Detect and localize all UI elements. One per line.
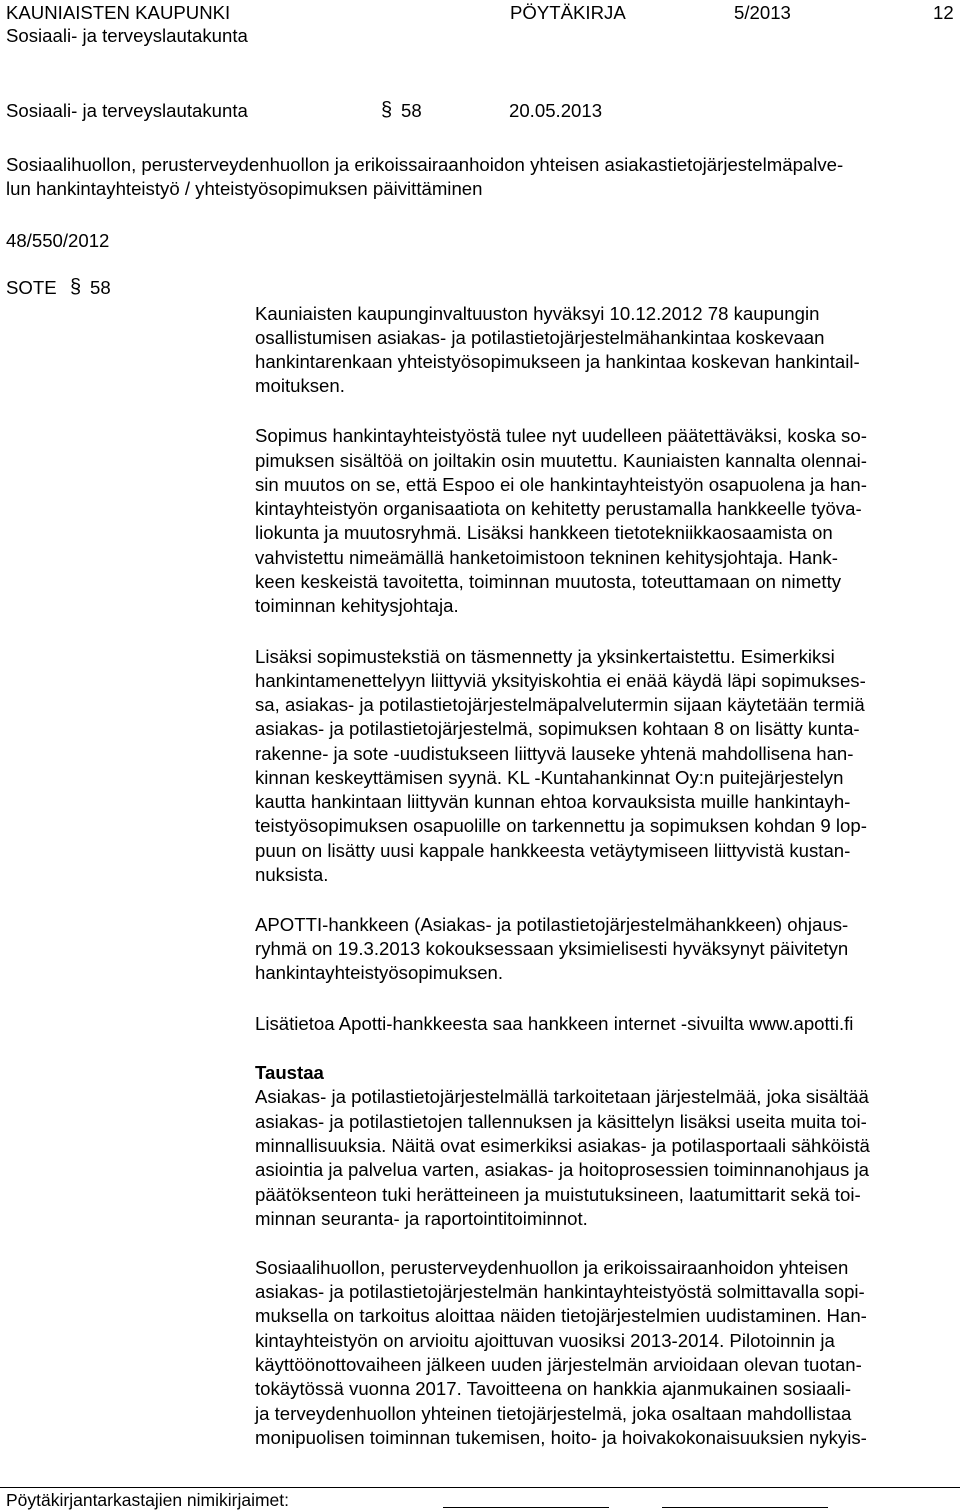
paragraph-2-line: keen keskeistä tavoitetta, toiminnan muutosta, toteuttamaan on nimetty [255,571,842,592]
sote-section: 58 [90,277,111,298]
header-doc-no: 5/2013 [734,2,791,23]
footer-initials-label: Pöytäkirjantarkastajien nimikirjaimet: [6,1490,290,1510]
paragraph-3-line: rakenne- ja sote -uudistukseen liittyvä lauseke yhtenä mahdollisena han- [255,743,854,764]
paragraph-2-line: Sopimus hankintayhteistyöstä tulee nyt uudelleen päätettäväksi, koska so- [255,425,867,446]
taustaa-line: minnallisuuksia. Näitä ovat esimerkiksi asiakas- ja potilasportaali sähköistä [255,1135,870,1156]
paragraph-3-line: nuksista. [255,864,329,885]
sote-label: SOTE [6,277,57,298]
paragraph-3-line: teistyösopimuksen osapuolille on tarkennettu ja sopimuksen kohdan 9 lop- [255,815,867,836]
paragraph-3-line: hankintamenettelyyn liittyviä yksityiskohtia ei enää käydä läpi sopimukses- [255,670,866,691]
taustaa-line: Asiakas- ja potilastietojärjestelmällä tarkoitetaan järjestelmää, joka sisältää [255,1086,869,1107]
signature-line-2 [662,1507,828,1508]
taustaa-line-2: monipuolisen toiminnan tukemisen, hoito- ja hoivakokonaisuuksien nykyis- [255,1427,867,1448]
paragraph-5-line: Lisätietoa Apotti-hankkeesta saa hankkeen internet -sivuilta www.apotti.fi [255,1013,854,1034]
header-page-number: 12 [933,2,954,23]
paragraph-1-line: osallistumisen asiakas- ja potilastietojärjestelmähankintaa koskevaan [255,327,825,348]
taustaa-heading: Taustaa [255,1062,324,1083]
paragraph-4-line: ryhmä on 19.3.2013 kokouksessaan yksimielisesti hyväksynyt päivitetyn [255,938,849,959]
taustaa-line-2: asiakas- ja potilastietojärjestelmän hankintayhteistyöstä solmittavalla sopi- [255,1281,865,1302]
paragraph-2-line: pimuksen sisältöä on joiltakin osin muutettu. Kauniaisten kannalta olennai- [255,450,867,471]
paragraph-2-line: vahvistettu nimeämällä hanketoimistoon tekninen kehitysjohtaja. Hank- [255,547,838,568]
paragraph-1-line: Kauniaisten kaupunginvaltuuston hyväksyi 10.12.2012 78 kaupungin [255,303,820,324]
taustaa-line-2: Sosiaalihuollon, perusterveydenhuollon ja erikoissairaanhoidon yhteisen [255,1257,849,1278]
taustaa-line: minnan seuranta- ja raportointitoiminnot. [255,1208,588,1229]
meeting-board: Sosiaali- ja terveyslautakunta [6,100,248,121]
paragraph-2-line: toiminnan kehitysjohtaja. [255,595,459,616]
paragraph-4-line: APOTTI-hankkeen (Asiakas- ja potilastietojärjestelmähankkeen) ohjaus- [255,914,849,935]
paragraph-2-line: kintayhteistyön organisaatiota on kehitetty perustamalla hankkeelle työva- [255,498,862,519]
meeting-section: 58 [401,100,422,121]
paragraph-3-line: kinnan keskeyttämisen syynä. KL -Kuntahankinnat Oy:n puitejärjestelyn [255,767,844,788]
paragraph-3-line: kautta hankintaan liittyvän kunnan ehtoa korvauksista muille hankintayh- [255,791,851,812]
footer-divider [0,1487,960,1488]
taustaa-line-2: käyttöönottovaiheen jälkeen uuden järjestelmän arvioidaan olevan tuotan- [255,1354,862,1375]
paragraph-2-line: liokunta ja muutosryhmä. Lisäksi hankkeen tietotekniikkaosaamista on [255,522,833,543]
taustaa-line: asiakas- ja potilastietojen tallennuksen ja käsittelyn lisäksi useita muita toi- [255,1111,867,1132]
header-org: KAUNIAISTEN KAUPUNKI [6,2,231,23]
section-sign-icon: § [381,99,393,121]
taustaa-line-2: muksella on tarkoitus aloittaa näiden tietojärjestelmien uudistaminen. Han- [255,1305,867,1326]
header-doc-type: PÖYTÄKIRJA [510,2,626,23]
paragraph-3-line: Lisäksi sopimustekstiä on täsmennetty ja yksinkertaistettu. Esimerkiksi [255,646,835,667]
signature-line-1 [443,1507,609,1508]
taustaa-line-2: ja terveydenhuollon yhteinen tietojärjestelmä, joka osaltaan mahdollistaa [255,1403,852,1424]
header-board: Sosiaali- ja terveyslautakunta [6,25,248,46]
paragraph-3-line: asiakas- ja potilastietojärjestelmä, sopimuksen kohtaan 8 on lisätty kunta- [255,718,860,739]
matter-title-line-2: lun hankintayhteistyö / yhteistyösopimuksen päivittäminen [6,178,483,199]
taustaa-line: asiointia ja palvelua varten, asiakas- ja hoitoprosessien toiminnanohjaus ja [255,1159,869,1180]
taustaa-line-2: kintayhteistyön on arvioitu ajoittuvan vuosiksi 2013-2014. Pilotoinnin ja [255,1330,835,1351]
meeting-date: 20.05.2013 [509,100,603,121]
matter-title-line-1: Sosiaalihuollon, perusterveydenhuollon ja erikoissairaanhoidon yhteisen asiakastietojärjestelmäpalve- [6,154,844,175]
section-sign-icon: § [70,276,82,298]
paragraph-3-line: puun on lisätty uusi kappale hankkeesta vetäytymiseen liittyvistä kustan- [255,840,851,861]
reference-number: 48/550/2012 [6,230,110,251]
paragraph-2-line: sin muutos on se, että Espoo ei ole hankintayhteistyön osapuolena ja han- [255,474,867,495]
paragraph-1-line: hankintarenkaan yhteistyösopimukseen ja hankintaa koskevan hankintail- [255,351,860,372]
paragraph-4-line: hankintayhteistyösopimuksen. [255,962,504,983]
taustaa-line: päätöksenteon tuki herätteineen ja muistutuksineen, laatumittarit sekä toi- [255,1184,861,1205]
paragraph-1-line: moituksen. [255,375,345,396]
paragraph-3-line: sa, asiakas- ja potilastietojärjestelmäpalvelutermin sijaan käytetään termiä [255,694,865,715]
taustaa-line-2: tokäytössä vuonna 2017. Tavoitteena on hankkia ajanmukainen sosiaali- [255,1378,852,1399]
